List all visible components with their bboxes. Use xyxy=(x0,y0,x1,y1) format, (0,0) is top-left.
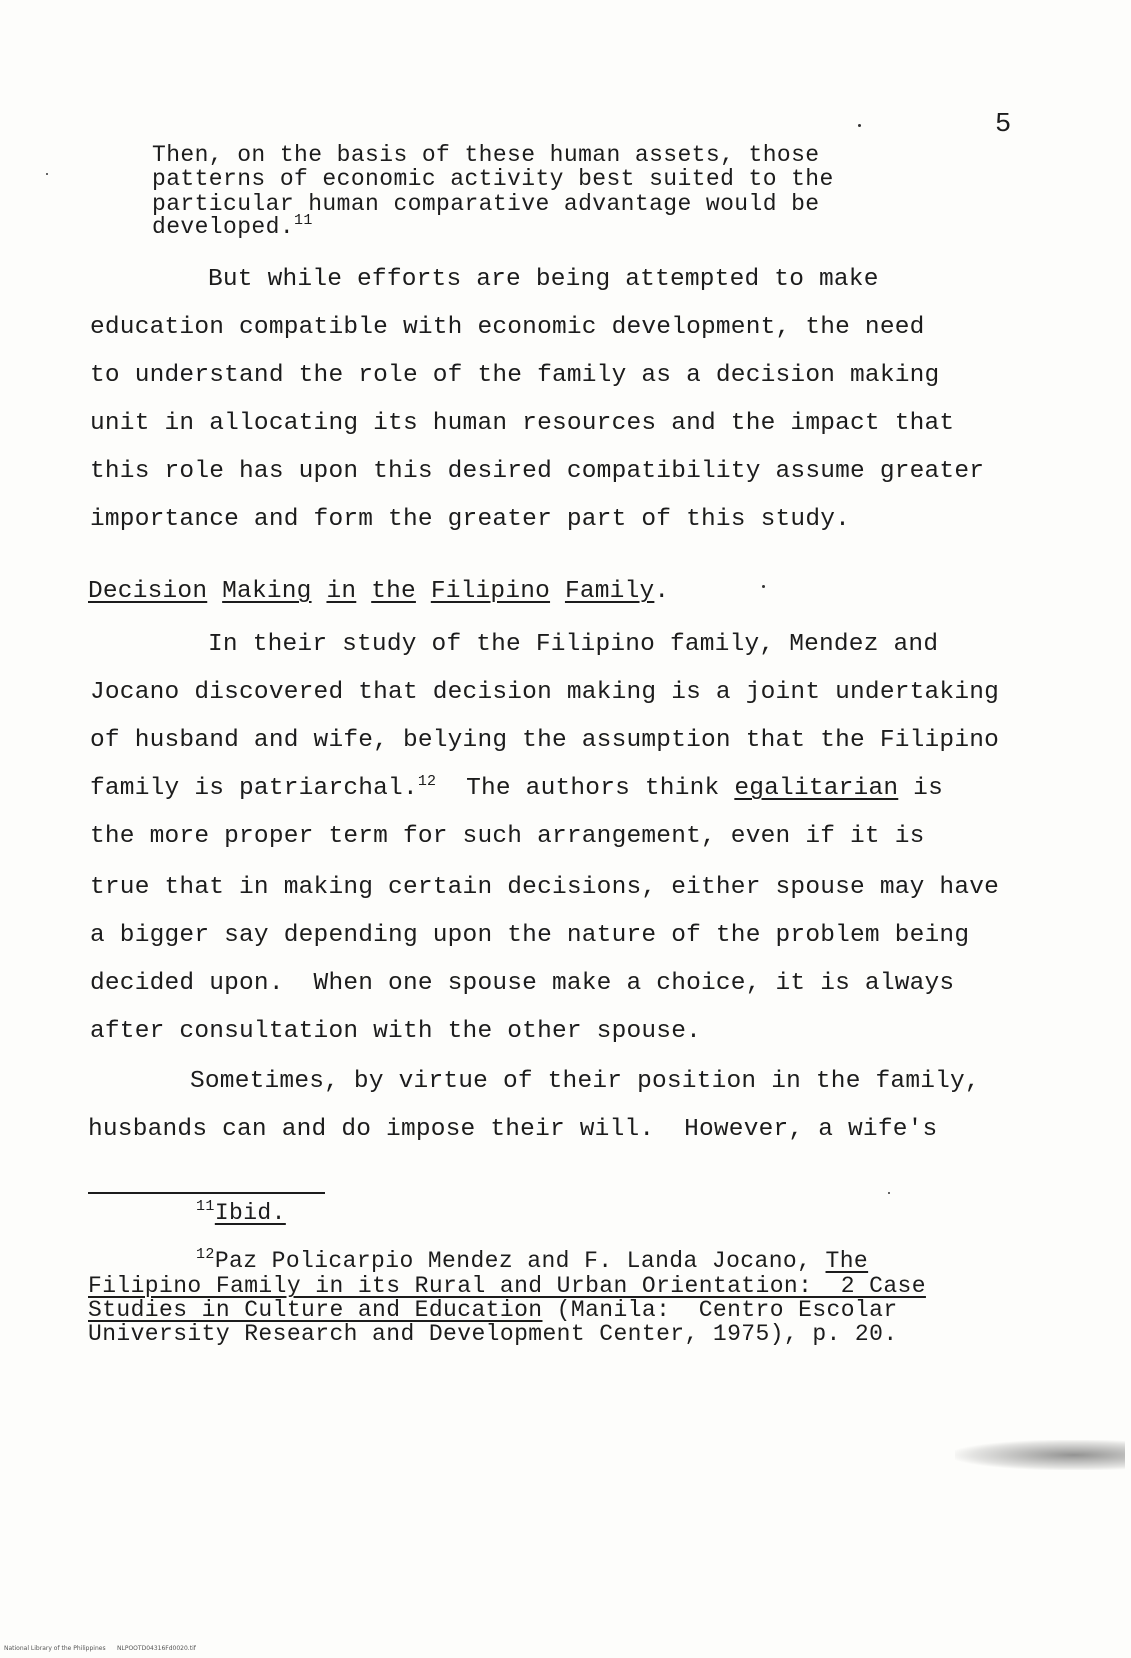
footnote-text: (Manila: Centro Escolar xyxy=(542,1297,898,1323)
quote-line: particular human comparative advantage would be xyxy=(152,191,820,217)
paragraph-line: this role has upon this desired compatibility assume greater xyxy=(90,458,985,485)
emphasized-term: egalitarian xyxy=(734,775,899,802)
paragraph-line: decided upon. When one spouse make a choice, it is always xyxy=(90,970,955,997)
quote-line: patterns of economic activity best suited to the xyxy=(152,166,834,192)
paragraph-line: a bigger say depending upon the nature of the problem being xyxy=(90,922,970,949)
archive-footer: National Library of the Philippines NLPOOTD04316Fd0020.tif xyxy=(4,1645,196,1652)
footnote-ref-11: 11 xyxy=(294,212,313,229)
quote-line-text: developed. xyxy=(152,214,295,240)
paragraph-line: In their study of the Filipino family, Mendez and xyxy=(208,631,939,658)
footnote-number: 12 xyxy=(196,1246,215,1263)
heading-word: Decision xyxy=(88,578,208,605)
paragraph-text: is xyxy=(898,775,943,802)
footnote-ref-12: 12 xyxy=(417,773,437,790)
heading-word: Family xyxy=(564,578,655,605)
paragraph-line: true that in making certain decisions, either spouse may have xyxy=(90,874,1000,901)
scan-speck xyxy=(46,173,48,175)
heading-word: the xyxy=(371,578,416,605)
paragraph-text: family is patriarchal. xyxy=(90,775,418,802)
scan-speck xyxy=(762,585,765,588)
paragraph-line: to understand the role of the family as a decision making xyxy=(90,362,940,389)
footnote-title: Filipino Family in its Rural and Urban Orientation: 2 Case xyxy=(88,1273,926,1299)
heading-word: Making xyxy=(222,578,312,605)
footnote-text: Ibid. xyxy=(214,1200,286,1226)
quote-line xyxy=(152,214,313,240)
paragraph-line: unit in allocating its human resources and the impact that xyxy=(90,410,955,437)
footnote-12-line xyxy=(88,1297,898,1323)
scan-speck xyxy=(858,124,861,127)
footnote-title: Studies in Culture and Education xyxy=(88,1297,543,1323)
footnote-12-line xyxy=(196,1248,868,1274)
heading-end: . xyxy=(654,578,670,605)
paragraph-text: The authors think xyxy=(436,775,735,802)
heading-word: in xyxy=(326,578,357,605)
section-heading xyxy=(88,578,669,605)
paragraph-line: Jocano discovered that decision making is a joint undertaking xyxy=(90,679,1000,706)
scan-speck xyxy=(888,1192,890,1194)
paragraph-line xyxy=(90,775,943,802)
footnote-11 xyxy=(196,1200,286,1226)
paragraph-line: after consultation with the other spouse. xyxy=(90,1018,701,1045)
footnote-text: Paz Policarpio Mendez and F. Landa Jocano, xyxy=(214,1248,826,1274)
footnote-12-line xyxy=(88,1273,926,1299)
paragraph-line: of husband and wife, belying the assumption that the Filipino xyxy=(90,727,1000,754)
paragraph-line: Sometimes, by virtue of their position in the family, xyxy=(190,1068,980,1095)
paragraph-line: importance and form the greater part of this study. xyxy=(90,506,851,533)
heading-word: Filipino xyxy=(430,578,551,605)
footnote-number: 11 xyxy=(196,1198,215,1215)
paragraph-line: the more proper term for such arrangement, even if it is xyxy=(90,823,925,850)
scan-smudge xyxy=(955,1440,1125,1470)
footnote-title: The xyxy=(825,1248,869,1274)
paragraph-line: education compatible with economic development, the need xyxy=(90,314,925,341)
footnote-12-line: University Research and Development Center, 1975), p. 20. xyxy=(88,1321,898,1347)
page-number: 5 xyxy=(995,110,1012,140)
paragraph-line: husbands can and do impose their will. However, a wife's xyxy=(88,1116,938,1143)
paragraph-line: But while efforts are being attempted to make xyxy=(208,266,879,293)
footnote-divider xyxy=(88,1192,325,1194)
quote-line: Then, on the basis of these human assets, those xyxy=(152,142,820,168)
